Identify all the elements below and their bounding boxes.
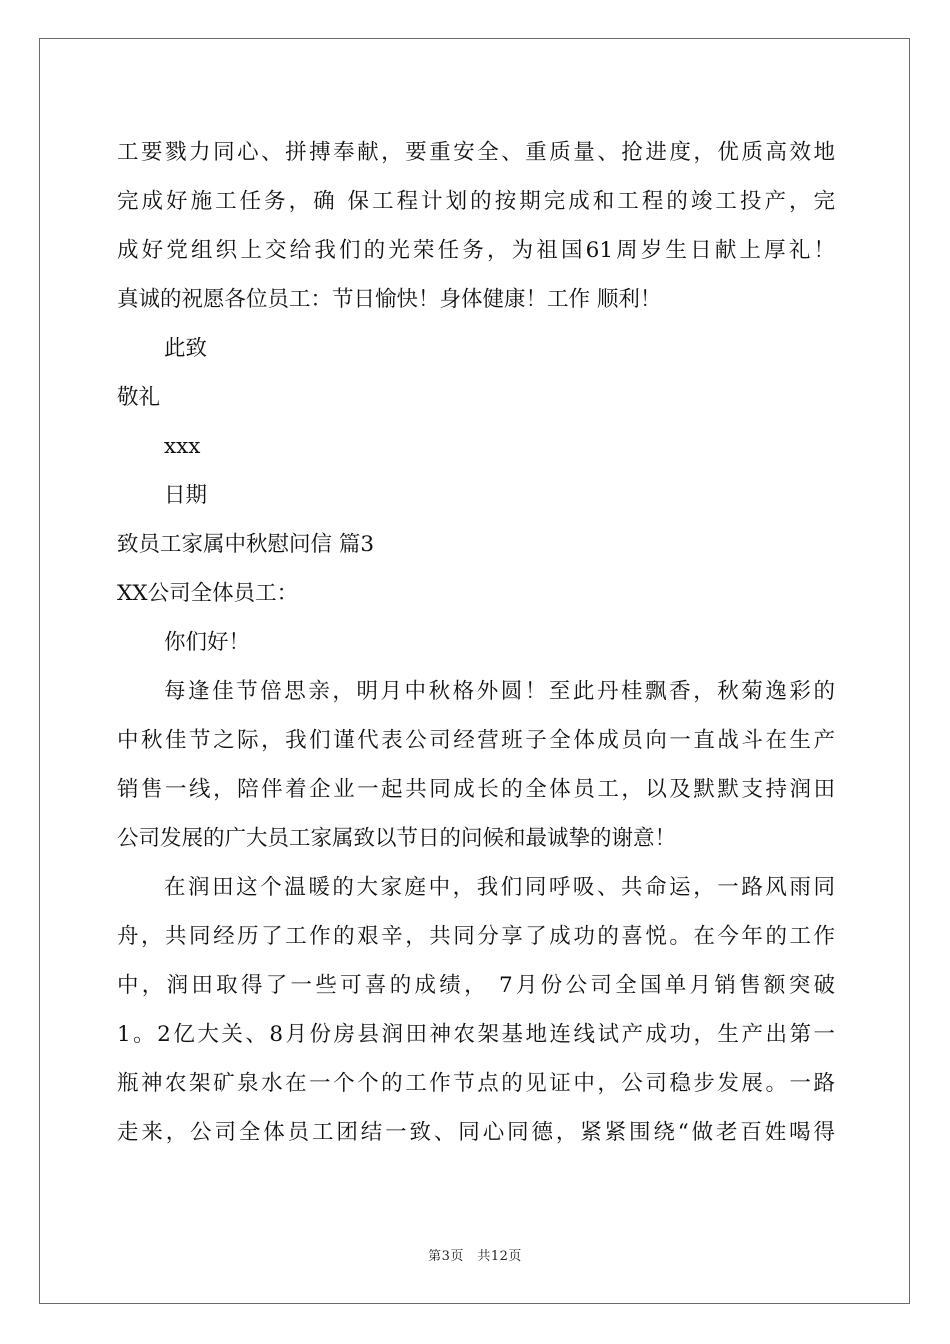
text-line: 每逢佳节倍思亲，明月中秋格外圆！至此丹桂飘香，秋菊逸彩的 — [164, 679, 835, 704]
closing-regards: 敬礼 — [117, 385, 161, 410]
text-line: 工要戮力同心、拼搏奉献，要重安全、重质量、抢进度，优质高效地 — [117, 140, 835, 165]
text-line: 公司发展的广大员工家属致以节日的问候和最诚挚的谢意！ — [117, 826, 677, 851]
section-title: 致员工家属中秋慰问信 篇3 — [117, 532, 375, 557]
text-line: 完成好施工任务，确 保工程计划的按期完成和工程的竣工投产，完 — [117, 189, 835, 214]
greeting: 你们好！ — [164, 630, 251, 655]
closing-salutation: 此致 — [164, 336, 208, 361]
text-line: 中秋佳节之际，我们谨代表公司经营班子全体成员向一直战斗在生产 — [117, 728, 835, 753]
date-line: 日期 — [164, 483, 208, 508]
text-line: 瓶神农架矿泉水在一个个的工作节点的见证中，公司稳步发展。一路 — [117, 1071, 835, 1096]
text-line: 真诚的祝愿各位员工：节日愉快！身体健康！工作 顺利！ — [117, 287, 662, 312]
text-line: 在润田这个温暖的大家庭中，我们同呼吸、共命运，一路风雨同 — [164, 875, 835, 900]
text-line: 销售一线，陪伴着企业一起共同成长的全体员工，以及默默支持润田 — [117, 777, 835, 802]
text-line: 中，润田取得了一些可喜的成绩， 7月份公司全国单月销售额突破 — [117, 973, 835, 998]
document-body — [117, 128, 835, 1157]
page-number: 第3页 共12页 — [428, 1249, 522, 1264]
text-line: 走来，公司全体员工团结一致、同心同德，紧紧围绕“做老百姓喝得 — [117, 1120, 835, 1145]
signature: xxx — [164, 434, 201, 459]
text-line: 1。2亿大关、8月份房县润田神农架基地连线试产成功，生产出第一 — [117, 1022, 835, 1047]
text-line: 舟，共同经历了工作的艰辛，共同分享了成功的喜悦。在今年的工作 — [117, 924, 835, 949]
letter-addressee: XX公司全体员工： — [117, 581, 299, 606]
text-line: 成好党组织上交给我们的光荣任务，为祖国61周岁生日献上厚礼！ — [117, 238, 835, 263]
